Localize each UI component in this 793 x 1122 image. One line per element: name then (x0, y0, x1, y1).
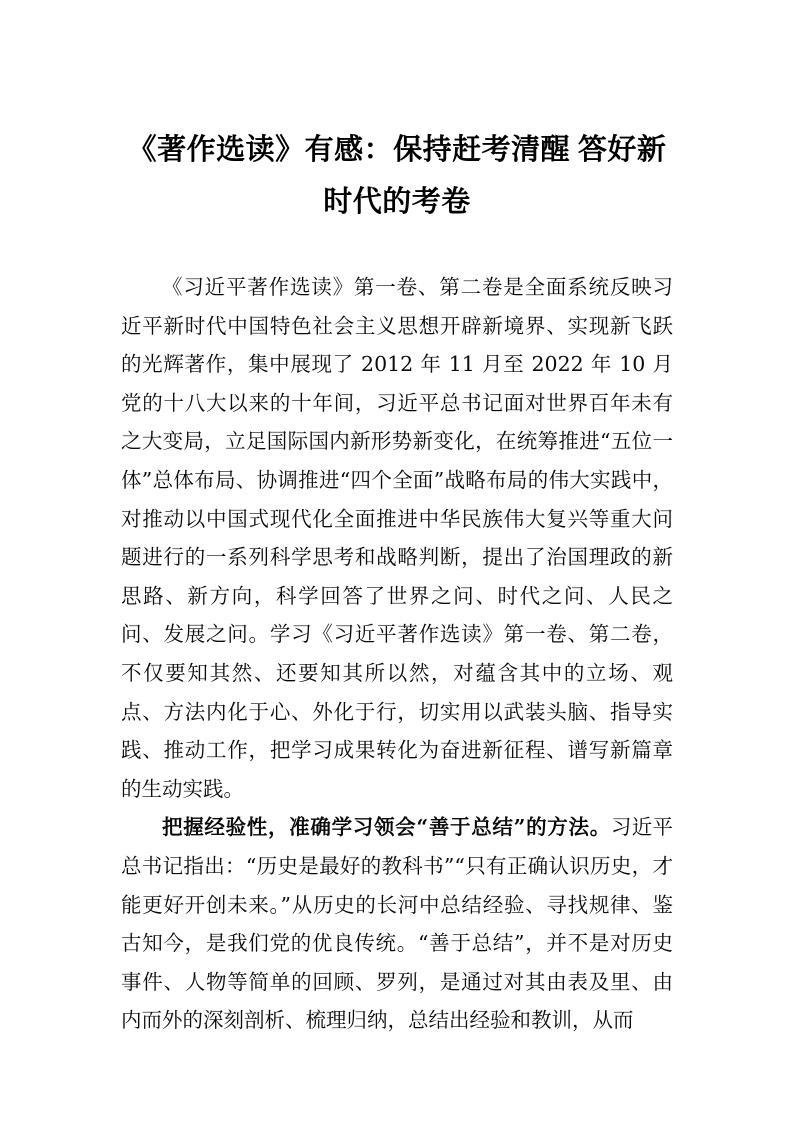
paragraph-1 (121, 268, 673, 808)
document-body (121, 268, 673, 1040)
paragraph-2-lead-in: 把握经验性，准确学习领会“善于总结”的方法。 (162, 815, 611, 840)
paragraph-2 (121, 808, 673, 1040)
page-title: 《著作选读》有感：保持赶考清醒 答好新时代的考卷 (127, 134, 667, 218)
paragraph-2-text: 习近平总书记指出：“历史是最好的教科书”“只有正确认识历史，才能更好开创未来。”从历史的长河中总结经验、寻找规律、鉴古知今，是我们党的优良传统。“善于总结”，并不是对历史事件、人物等简单的回顾、罗列，是通过对其由表及里、由内而外的深刻剖析、梳理归纳，总结出经验和教训，从而 (121, 815, 673, 1033)
paragraph-1-text: 《习近平著作选读》第一卷、第二卷是全面系统反映习近平新时代中国特色社会主义思想开辟新境界、实现新飞跃的光辉著作，集中展现了 2012 年 11 月至 2022 年 10 月党的十八大以来的十年间，习近平总书记面对世界百年未有之大变局，立足国际国内新形势新变化，在统筹推进“五位一体”总体布局、协调推进“四个全面”战略布局的伟大实践中，对推动以中国式现代化全面推进中华民族伟大复兴等重大问题进行的一系列科学思考和战略判断，提出了治国理政的新思路、新方向，科学回答了世界之问、时代之问、人民之问、发展之问。学习《习近平著作选读》第一卷、第二卷，不仅要知其然、还要知其所以然，对蕴含其中的立场、观点、方法内化于心、外化于行，切实用以武装头脑、指导实践、推动工作，把学习成果转化为奋进新征程、谱写新篇章的生动实践。 (121, 275, 673, 801)
page-content (121, 0, 673, 1040)
